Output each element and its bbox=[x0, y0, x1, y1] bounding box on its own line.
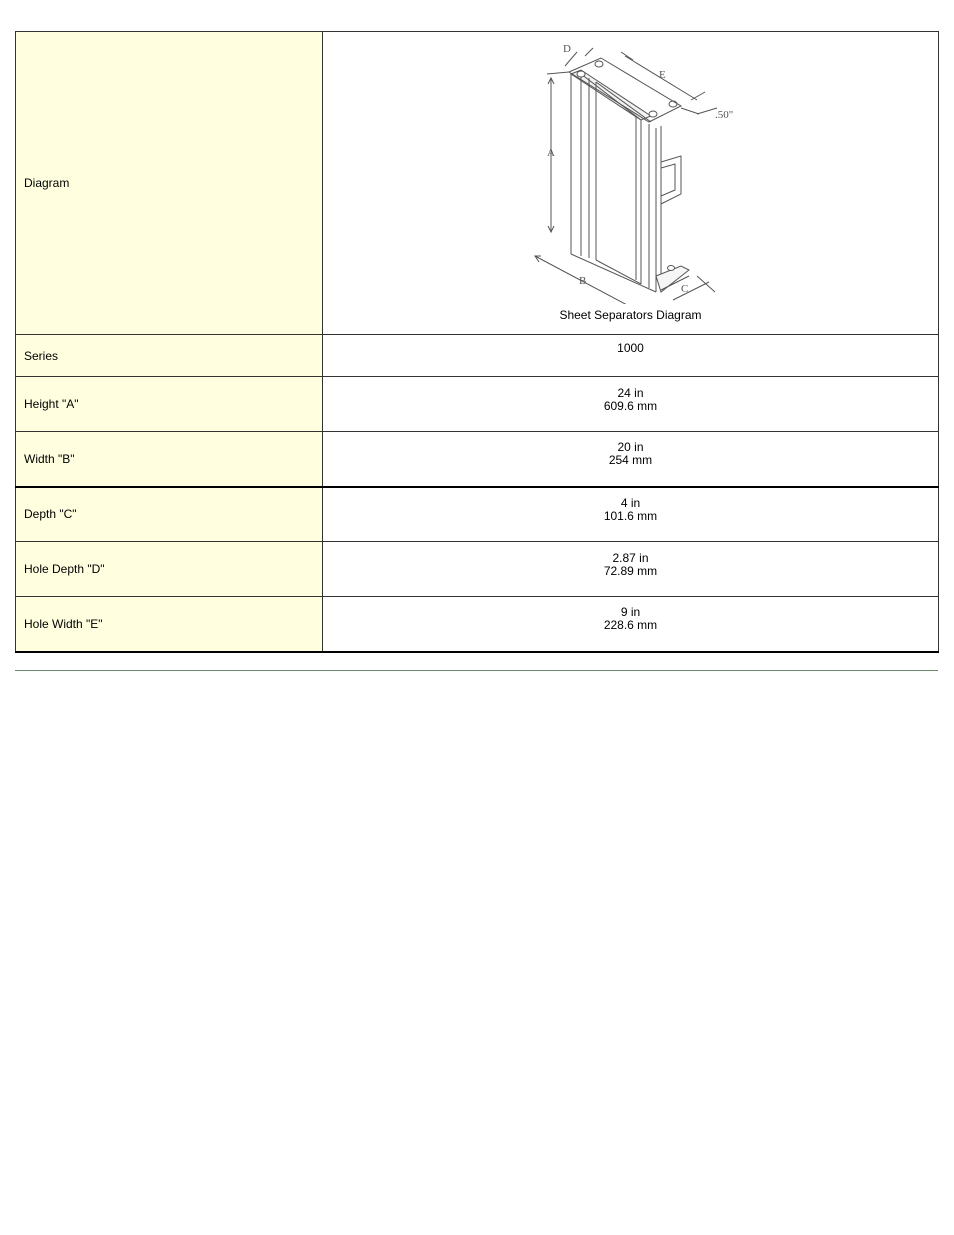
dimension-b-letter: B bbox=[578, 275, 586, 287]
horizontal-rule bbox=[15, 670, 938, 671]
hole-width-row bbox=[16, 597, 939, 652]
width-label: Width "B" bbox=[16, 432, 323, 487]
hole-width-label: Hole Width "E" bbox=[16, 597, 323, 652]
dimension-e-letter: E bbox=[658, 69, 666, 81]
hole-width-value bbox=[323, 597, 939, 652]
hole-depth-row bbox=[16, 542, 939, 597]
hole-depth-value bbox=[323, 542, 939, 597]
diagram-label: Diagram bbox=[16, 32, 323, 335]
series-value bbox=[323, 335, 939, 377]
spec-table bbox=[15, 31, 939, 653]
hole-depth-value-mm: 72.89 mm bbox=[603, 563, 658, 578]
depth-value bbox=[323, 487, 939, 542]
height-row bbox=[16, 377, 939, 432]
series-row bbox=[16, 335, 939, 377]
dimension-c-letter: C bbox=[680, 283, 688, 295]
height-value-in: 24 in bbox=[617, 385, 644, 400]
sheet-separator-diagram bbox=[521, 44, 741, 304]
depth-value-in: 4 in bbox=[620, 495, 641, 510]
series-label: Series bbox=[16, 335, 323, 377]
hole-width-value-in: 9 in bbox=[620, 605, 641, 620]
width-value-in: 20 in bbox=[617, 440, 644, 455]
diagram-row bbox=[16, 32, 939, 335]
width-value-mm: 254 mm bbox=[608, 453, 653, 468]
diagram-caption: Sheet Separators Diagram bbox=[559, 308, 702, 322]
dimension-a-letter: A bbox=[546, 147, 555, 159]
series-value-line: 1000 bbox=[617, 341, 644, 355]
dimension-d-letter: D bbox=[562, 44, 571, 55]
height-label: Height "A" bbox=[16, 377, 323, 432]
height-value bbox=[323, 377, 939, 432]
width-row bbox=[16, 432, 939, 487]
hole-size-label: .50" bbox=[714, 109, 733, 121]
height-value-mm: 609.6 mm bbox=[603, 398, 658, 413]
depth-label: Depth "C" bbox=[16, 487, 323, 542]
width-value bbox=[323, 432, 939, 487]
hole-depth-label: Hole Depth "D" bbox=[16, 542, 323, 597]
depth-row bbox=[16, 487, 939, 542]
hole-depth-value-in: 2.87 in bbox=[612, 550, 649, 565]
depth-value-mm: 101.6 mm bbox=[603, 508, 658, 523]
hole-width-value-mm: 228.6 mm bbox=[603, 618, 658, 633]
diagram-cell bbox=[323, 32, 939, 335]
